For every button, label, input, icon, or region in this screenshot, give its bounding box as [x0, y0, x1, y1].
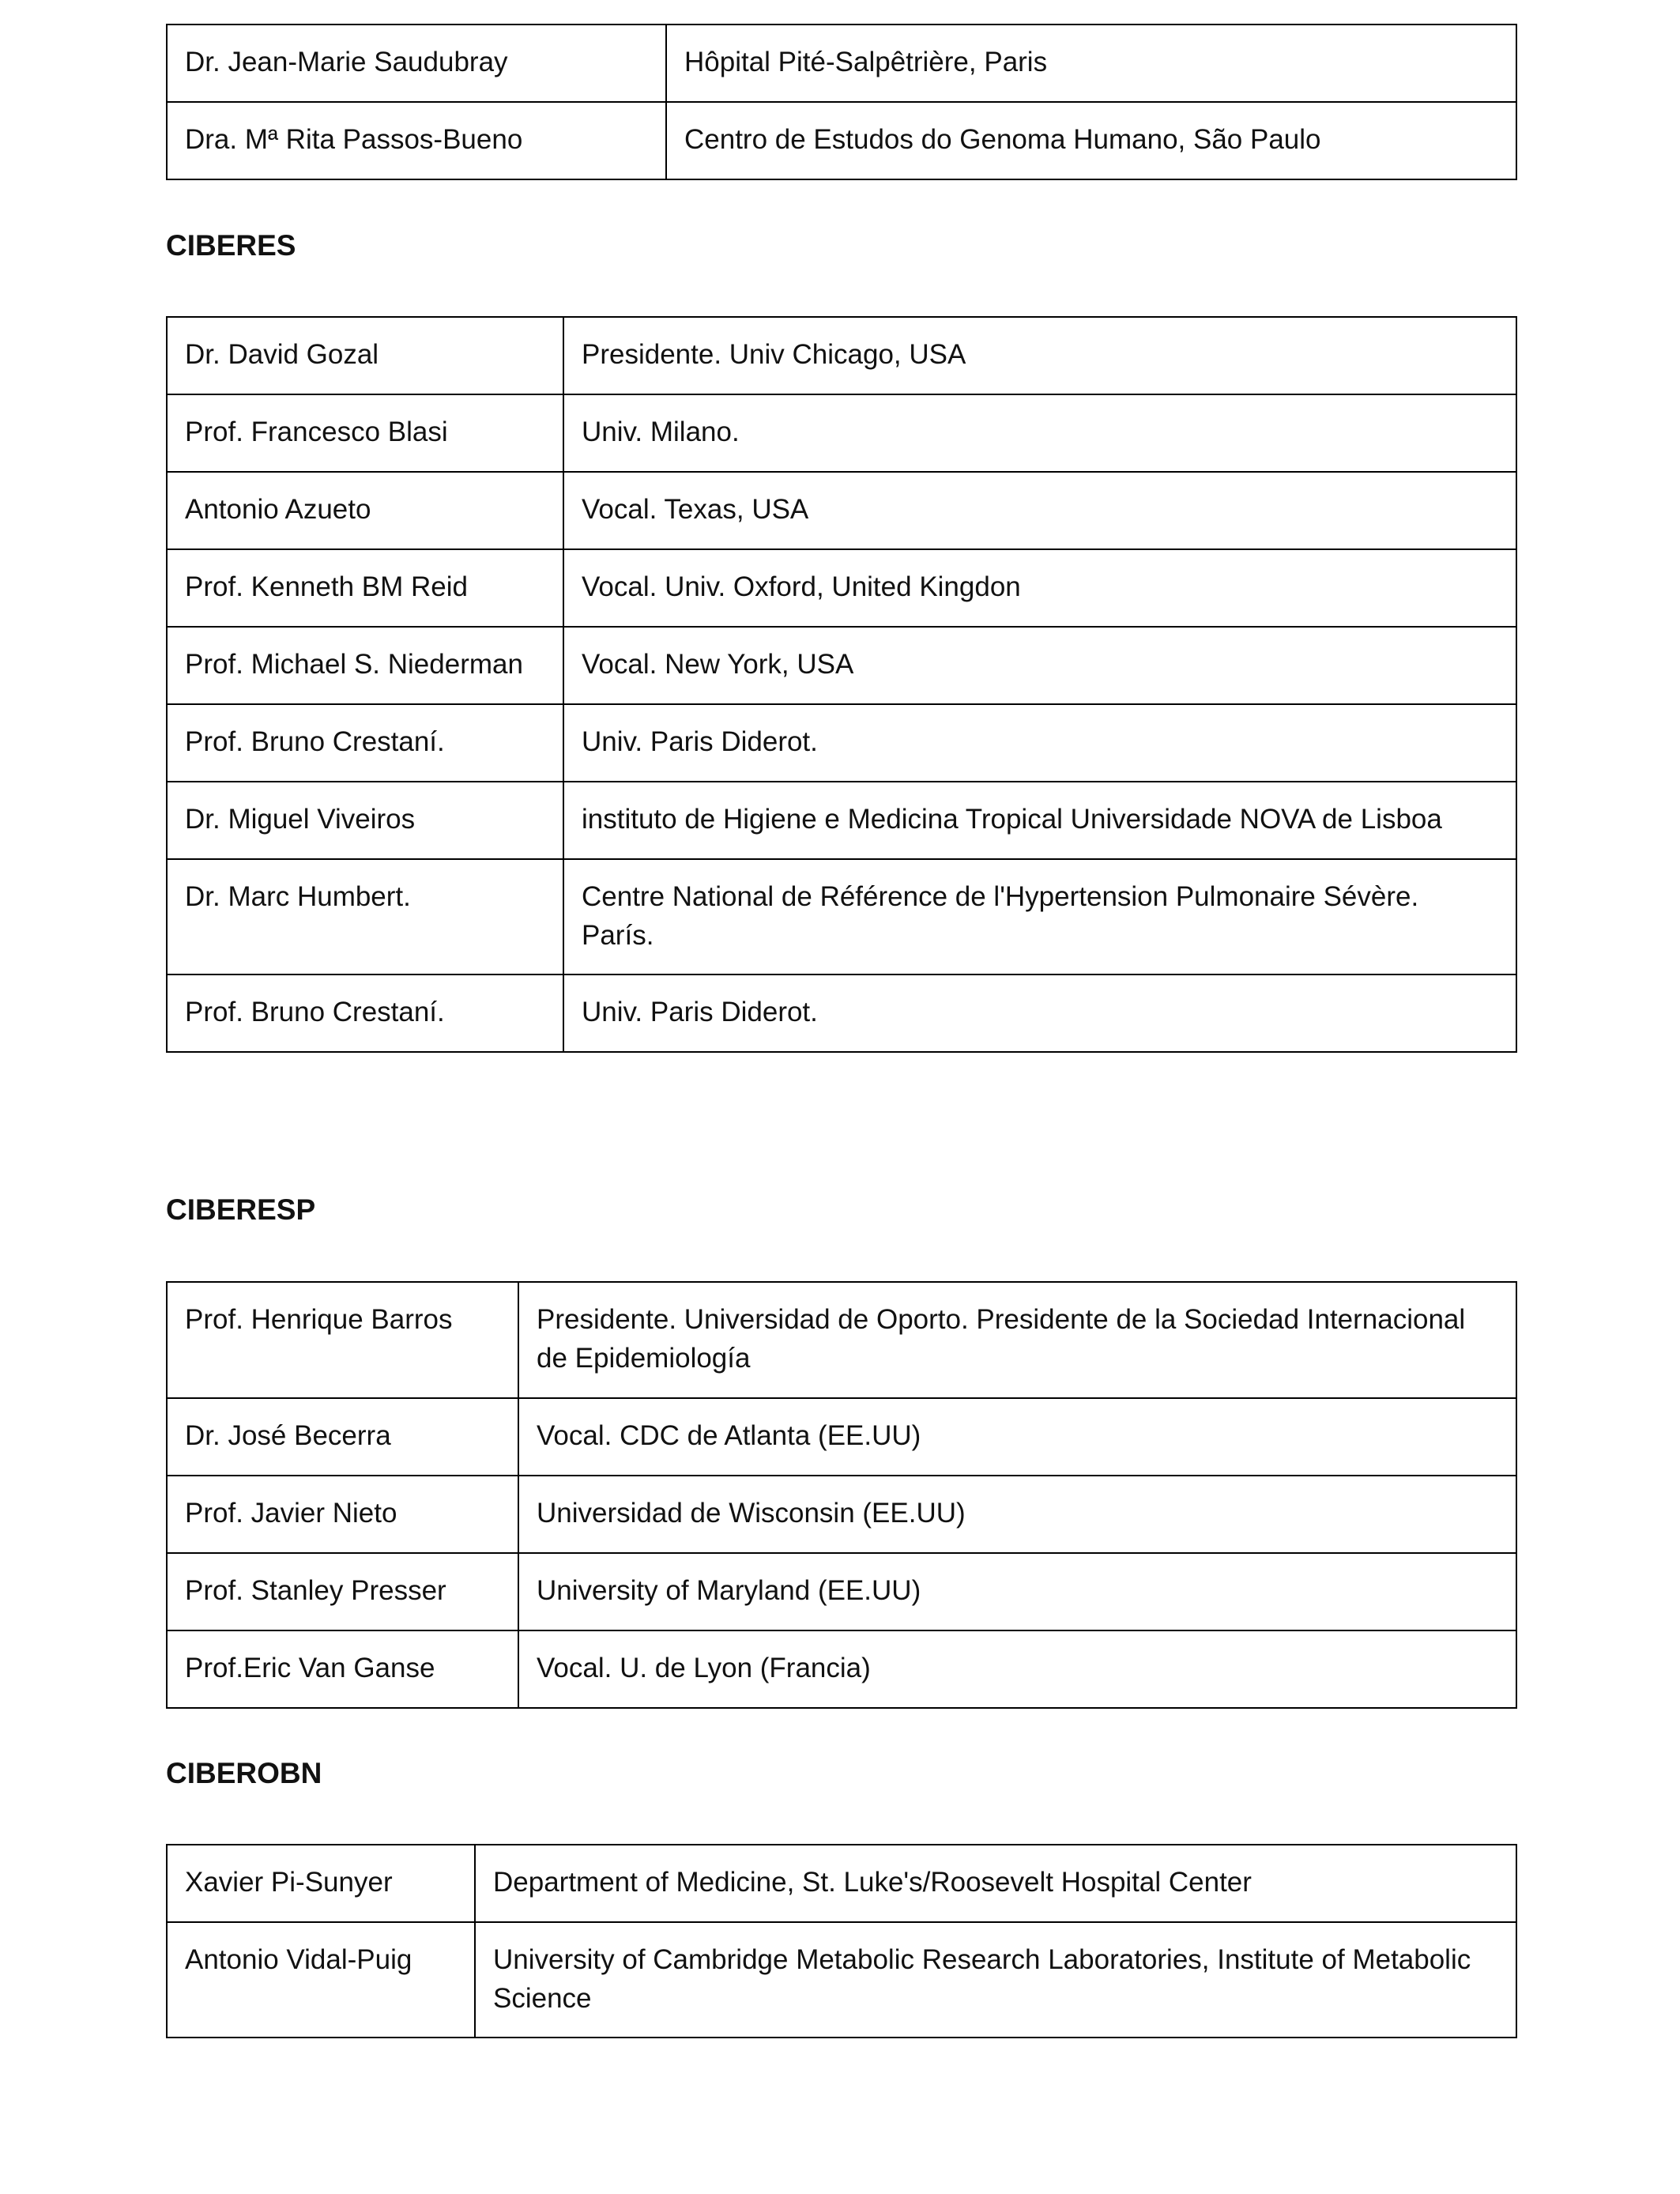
member-affiliation: Univ. Paris Diderot.	[563, 704, 1516, 782]
member-name: Prof. Michael S. Niederman	[167, 627, 563, 704]
table-row	[167, 782, 1516, 859]
member-affiliation: University of Cambridge Metabolic Research Laboratories, Institute of Metabolic Science	[475, 1922, 1516, 2038]
committee-table-top	[166, 24, 1517, 180]
table-row	[167, 974, 1516, 1052]
member-affiliation: Vocal. CDC de Atlanta (EE.UU)	[518, 1398, 1516, 1476]
table-row	[167, 1630, 1516, 1708]
table-row	[167, 472, 1516, 549]
committee-table-ciberobn	[166, 1844, 1517, 2038]
member-name: Dr. David Gozal	[167, 317, 563, 394]
member-name: Prof. Kenneth BM Reid	[167, 549, 563, 627]
section-heading-ciberes: CIBERES	[166, 229, 296, 262]
member-name: Prof. Bruno Crestaní.	[167, 974, 563, 1052]
section-heading-ciberesp: CIBERESP	[166, 1193, 316, 1226]
member-name: Prof. Stanley Presser	[167, 1553, 518, 1630]
member-affiliation: Hôpital Pité-Salpêtrière, Paris	[666, 25, 1516, 102]
member-affiliation: Department of Medicine, St. Luke's/Roosevelt Hospital Center	[475, 1845, 1516, 1922]
table-row	[167, 1398, 1516, 1476]
member-affiliation: Univ. Paris Diderot.	[563, 974, 1516, 1052]
table-row	[167, 25, 1516, 102]
member-affiliation: Centre National de Référence de l'Hypertension Pulmonaire Sévère. París.	[563, 859, 1516, 974]
member-name: Dra. Mª Rita Passos-Bueno	[167, 102, 666, 179]
table-row	[167, 1476, 1516, 1553]
member-affiliation: Univ. Milano.	[563, 394, 1516, 472]
member-name: Dr. Jean-Marie Saudubray	[167, 25, 666, 102]
member-name: Antonio Vidal-Puig	[167, 1922, 475, 2038]
member-affiliation: Presidente. Universidad de Oporto. Presidente de la Sociedad Internacional de Epidemiología	[518, 1282, 1516, 1398]
member-affiliation: Vocal. New York, USA	[563, 627, 1516, 704]
member-affiliation: Universidad de Wisconsin (EE.UU)	[518, 1476, 1516, 1553]
member-affiliation: Presidente. Univ Chicago, USA	[563, 317, 1516, 394]
member-name: Dr. Miguel Viveiros	[167, 782, 563, 859]
member-name: Xavier Pi-Sunyer	[167, 1845, 475, 1922]
member-affiliation: instituto de Higiene e Medicina Tropical Universidade NOVA de Lisboa	[563, 782, 1516, 859]
table-row	[167, 102, 1516, 179]
member-affiliation: Vocal. U. de Lyon (Francia)	[518, 1630, 1516, 1708]
table-row	[167, 1553, 1516, 1630]
table-row	[167, 1282, 1516, 1398]
member-name: Prof. Bruno Crestaní.	[167, 704, 563, 782]
member-affiliation: Vocal. Texas, USA	[563, 472, 1516, 549]
table-row	[167, 627, 1516, 704]
table-row	[167, 1845, 1516, 1922]
section-heading-ciberobn: CIBEROBN	[166, 1757, 322, 1789]
member-affiliation: University of Maryland (EE.UU)	[518, 1553, 1516, 1630]
member-name: Dr. Marc Humbert.	[167, 859, 563, 974]
table-row	[167, 549, 1516, 627]
table-row	[167, 859, 1516, 974]
table-row	[167, 394, 1516, 472]
member-name: Prof.Eric Van Ganse	[167, 1630, 518, 1708]
table-row	[167, 1922, 1516, 2038]
member-affiliation: Vocal. Univ. Oxford, United Kingdon	[563, 549, 1516, 627]
committee-table-ciberes	[166, 316, 1517, 1053]
member-name: Dr. José Becerra	[167, 1398, 518, 1476]
table-row	[167, 317, 1516, 394]
member-name: Antonio Azueto	[167, 472, 563, 549]
table-row	[167, 704, 1516, 782]
member-affiliation: Centro de Estudos do Genoma Humano, São Paulo	[666, 102, 1516, 179]
committee-table-ciberesp	[166, 1281, 1517, 1709]
member-name: Prof. Henrique Barros	[167, 1282, 518, 1398]
member-name: Prof. Javier Nieto	[167, 1476, 518, 1553]
member-name: Prof. Francesco Blasi	[167, 394, 563, 472]
